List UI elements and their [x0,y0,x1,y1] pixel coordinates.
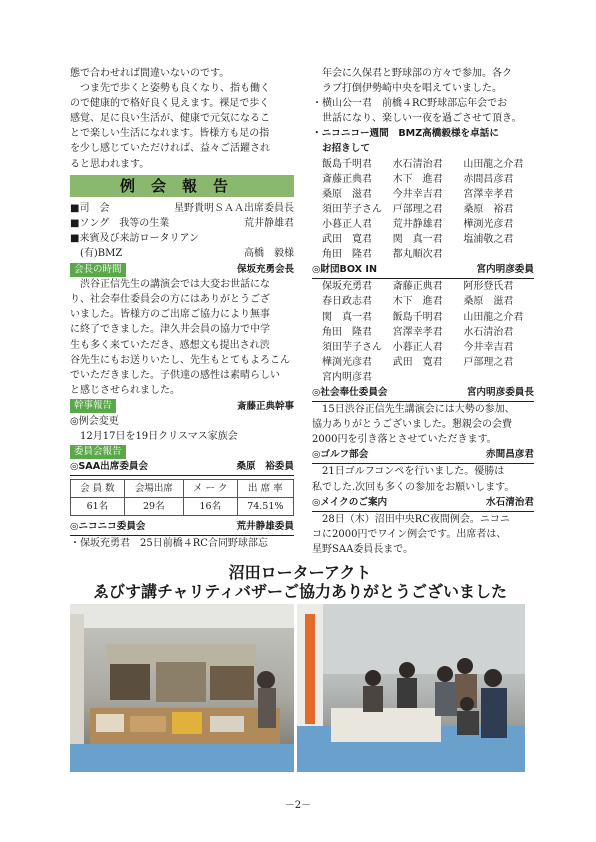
text-line: 15日渋谷正信先生講演会には大勢の参加、 [322,404,515,416]
member-name: 保坂充勇君 [322,281,372,293]
role-label: (有)BMZ [80,247,123,259]
golf-name: 赤間昌彦君 [486,449,534,461]
member-name [393,370,464,385]
box-name: 宮内明彦委員 [476,264,534,276]
member-name: 武田 寛君 [392,356,443,368]
member-name: 樺渕光彦君 [463,218,514,230]
member-name: 宮内明彦君 [322,371,372,383]
secretary-line: ◎例会変更 [70,415,119,427]
text-line: ・横山公一君 前橋４RC野球部忘年会でお [312,98,508,110]
table-cell: 74.51% [237,498,293,516]
intro-line: ので健康的で格好良く見えます。裸足で歩く [70,98,270,110]
title-line-2: ゑびす講チャリティバザーご協力ありがとうございました [93,582,507,601]
table-header-cell: 会場出席 [124,480,183,498]
committee-header [70,445,294,459]
president-line: と感じさせられました。 [70,384,180,396]
member-name: 斎藤正典君 [322,173,372,185]
role-row [70,231,294,246]
member-name: 飯島千明君 [322,158,372,170]
member-name: 桑原 裕君 [463,203,514,215]
right-column [312,66,534,557]
president-header [70,262,294,277]
member-name: 都丸順次君 [392,249,443,261]
table-cell: 16名 [183,498,237,516]
text-line: ラブ打倒伊勢崎中央を唱えていました。 [322,83,502,95]
member-name: 桑原 滋君 [322,188,372,200]
saa-name: 桑原 裕委員 [236,461,294,473]
member-name: 塩浦敬之君 [463,234,514,246]
text-line: コに2000円でワイン例会です。出席者は、 [312,528,507,540]
table-header-cell: メ ー ク [183,480,237,498]
president-line: いました。皆様方のご出席ご協力により無事 [70,309,270,321]
member-name: 関 真一君 [322,311,372,323]
text-line: 私でした.次回も多くの参加をお願いします。 [312,481,515,493]
member-name: 須田芋子さん [322,341,382,353]
text-line: 年会に久保君と野球部の方々で参加。各ク [322,68,512,79]
member-name [463,247,534,262]
member-name: 今井幸吉君 [463,341,514,353]
member-name: 戸部理之君 [392,203,443,215]
member-name: 樺渕光彦君 [322,356,372,368]
committee-tag: 委員会報告 [70,445,126,459]
intro-line: 感覚、足に良い生活が、健康で元気になるこ [70,113,270,125]
president-line: り、社会奉仕委員会の方にはありがとうござ [70,294,270,306]
social-name: 宮内明彦委員長 [466,386,534,398]
member-name: 角田 隆君 [322,249,372,261]
member-name: 宮澤幸孝君 [463,188,514,200]
text-line: 2000円を引き落とさせていただきます。 [312,434,497,446]
president-line: に終了できました。津久井会員の協力で中学 [70,324,270,336]
table-row [71,498,294,516]
member-name: 今井幸吉君 [392,188,443,200]
role-row [70,216,294,231]
text-line: 21日ゴルフコンペを行いました。優勝は [322,466,505,478]
role-label: ■司 会 [70,202,110,214]
text-line: 世話になり、楽しい一夜を過ごさせて頂き。 [322,113,522,125]
member-name [463,370,534,385]
page-number: －2－ [284,800,312,811]
bazaar-photo-right [297,604,525,772]
role-row [70,246,294,261]
bazaar-photo-left [70,604,294,772]
name-list [312,157,534,263]
secretary-line: 12月17日を19日クリスマス家族会 [70,431,238,443]
member-name: 水石清治君 [392,158,443,170]
intro-line: 態で合わせれば間違いないのです。 [70,68,230,79]
saa-header [70,459,294,476]
name-list [312,279,534,385]
golf-header [312,447,534,464]
member-name: 戸部理之君 [463,356,514,368]
make-title: ◎メイクのご案内 [312,496,388,508]
left-column [70,66,294,551]
member-name: 阿形登氏君 [463,281,514,293]
secretary-header [70,399,294,414]
nikoniko-line: ・保坂充勇君 25日前橋４RC合同野球部忘 [70,538,268,550]
member-name: 木下 進君 [392,296,443,308]
table-cell: 29名 [124,498,183,516]
bazaar-stall-illustration [70,604,294,772]
member-name: 水石清治君 [463,326,514,338]
table-row [71,480,294,498]
box-title: ◎財団BOX IN [312,264,378,276]
member-name: 角田 隆君 [322,326,372,338]
president-line: 生も多く来ていただき、感想文も提出され渋 [70,339,270,351]
president-line: 渋谷正信先生の講演会では大変お世話にな [80,279,270,291]
role-value: 星野貴明ＳＡＡ出席委員長 [174,202,294,214]
make-name: 水石清治君 [486,496,534,508]
intro-line: とで楽しい生活になれます。皆様方も足の指 [70,128,270,140]
social-title: ◎社会奉仕委員会 [312,386,388,398]
golf-title: ◎ゴルフ部会 [312,449,369,461]
intro-line: ると思われます。 [70,158,150,170]
role-row [70,201,294,216]
member-name: 小暮正人君 [392,341,443,353]
social-header [312,385,534,402]
nikoniko-name: 荒井静雄委員 [236,521,294,533]
text-line: お招きして [322,143,370,155]
make-header [312,495,534,512]
attendance-table [70,479,294,516]
text-line: 星野SAA委員長まで。 [312,543,414,555]
member-name: 山田龍之介君 [463,311,524,323]
member-name: 赤間昌彦君 [463,173,514,185]
meeting-report-banner: 例会報告 [70,175,294,197]
member-name: 桑原 滋君 [463,296,514,308]
member-name: 荒井静雄君 [392,218,443,230]
member-name: 武田 寛君 [322,234,372,246]
table-header-cell: 出 席 率 [237,480,293,498]
president-name: 保坂充勇会長 [236,264,294,276]
member-name: 飯島千明君 [392,311,443,323]
role-label: ■来賓及び来訪ロータリアン [70,232,200,244]
member-name: 山田龍之介君 [463,158,524,170]
intro-line: つま先で歩くと姿勢も良くなり、指も働く [80,83,270,95]
nikoniko-title: ◎ニコニコ委員会 [70,521,146,533]
nikoniko-header [70,519,294,536]
text-line: 協力ありがとうございました。懇親会の会費 [312,419,512,431]
title-line-1: 沼田ローターアクト [228,563,372,582]
table-header-cell: 会 員 数 [71,480,125,498]
box-header [312,262,534,279]
secretary-tag: 幹事報告 [70,399,116,413]
photo-caption-title [70,563,530,601]
intro-line: を少し感じていただければ、益々ご活躍され [70,143,270,155]
member-name: 宮澤幸孝君 [392,326,443,338]
table-cell: 61名 [71,498,125,516]
group-photo-illustration [297,604,525,772]
member-name: 関 真一君 [392,234,443,246]
member-name: 須田芋子さん [322,203,382,215]
role-label: ■ソング 我等の生業 [70,217,170,229]
member-name: 小暮正人君 [322,218,372,230]
role-value: 高橋 毅様 [244,247,294,259]
president-tag: 会長の時間 [70,263,126,277]
member-name: 木下 進君 [392,173,443,185]
role-value: 荒井静雄君 [244,217,294,229]
text-line: 28日（木）沼田中央RC夜間例会。ニコニ [322,513,510,525]
secretary-name: 斎藤正典幹事 [236,400,294,412]
president-line: 谷先生にもお送りいたし、先生もとてもよろこん [70,354,290,366]
member-name: 春日政志君 [322,296,372,308]
member-name: 斎藤正典君 [392,281,443,293]
text-line: ・ニコニコー週間 BMZ高橋毅様を卓話に [312,128,499,140]
president-line: でいただきました。子供達の感性は素晴らしい [70,369,280,381]
saa-title: ◎SAA出席委員会 [70,461,149,473]
